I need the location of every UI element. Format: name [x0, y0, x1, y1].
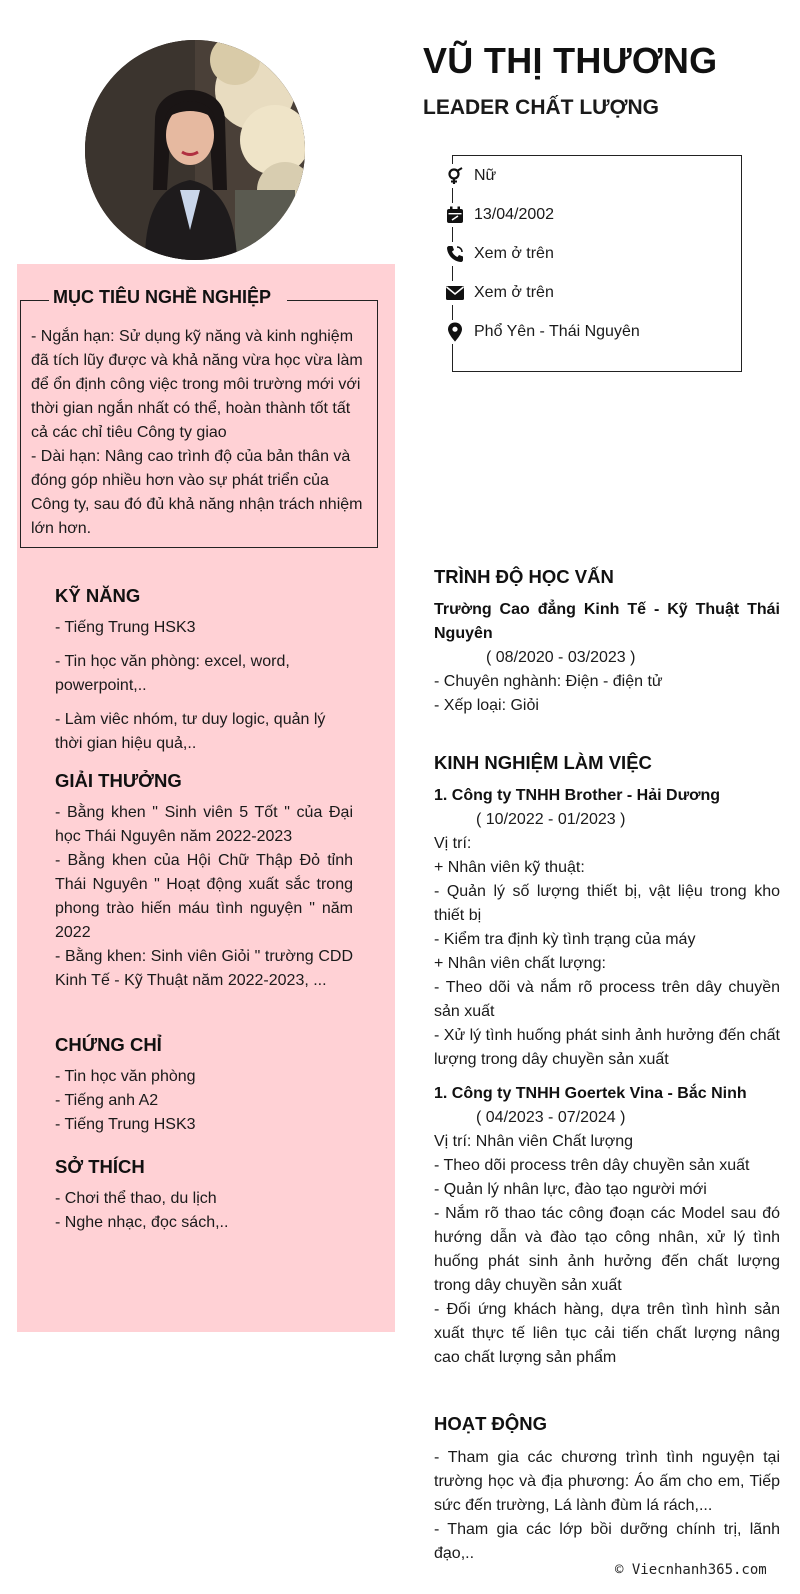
job-period: ( 04/2023 - 07/2024 ) — [476, 1109, 626, 1126]
awards-title: GIẢI THƯỞNG — [55, 770, 182, 791]
job-line: - Quản lý số lượng thiết bị, vật liệu trong kho thiết bị — [434, 883, 780, 924]
job-line: - Kiểm tra định kỳ tình trạng của máy — [434, 931, 696, 948]
career-objective-box — [20, 287, 378, 548]
job-entry — [434, 1082, 780, 1370]
skills-item: - Tin học văn phòng: excel, word, powerpoint,.. — [55, 653, 290, 694]
contact-gender-value: Nữ — [474, 167, 497, 184]
job-line: - Xử lý tình huống phát sinh ảnh hưởng đến chất lượng trong dây chuyền sản xuất — [434, 1027, 780, 1068]
job-line: Vị trí: Nhân viên Chất lượng — [434, 1133, 634, 1150]
job-line: - Quản lý nhân lực, đào tạo người mới — [434, 1181, 707, 1198]
contact-email[interactable] — [445, 281, 554, 305]
contact-gender — [445, 164, 496, 188]
hobbies-title: SỞ THÍCH — [55, 1156, 145, 1177]
awards-item: - Bằng khen " Sinh viên 5 Tốt " của Đại học Thái Nguyên năm 2022-2023 — [55, 804, 353, 845]
contact-box — [452, 155, 742, 372]
job-line: + Nhân viên kỹ thuật: — [434, 859, 585, 876]
job-line: Vị trí: — [434, 835, 472, 852]
location-icon — [445, 322, 465, 342]
contact-email-value: Xem ở trên — [474, 284, 554, 301]
calendar-icon — [445, 205, 465, 225]
certificate-item: - Tiếng Trung HSK3 — [55, 1116, 196, 1133]
awards-item: - Bằng khen: Sinh viên Giỏi " trường CDD Kinh Tế - Kỹ Thuật năm 2022-2023, ... — [55, 948, 353, 989]
job-line: - Nắm rõ thao tác công đoạn các Model sau đó hướng dẫn và đào tạo công nhân, xử lý tình huống phát sinh ảnh hưởng đến chất lượng trong dây chuyền sản xuất — [434, 1205, 780, 1294]
job-line: - Theo dõi process trên dây chuyền sản xuất — [434, 1157, 750, 1174]
activities-section — [434, 1413, 780, 1566]
experience-title: KINH NGHIỆM LÀM VIỆC — [434, 752, 652, 773]
education-title: TRÌNH ĐỘ HỌC VẤN — [434, 566, 614, 587]
certificate-item: - Tiếng anh A2 — [55, 1092, 159, 1109]
candidate-name: VŨ THỊ THƯƠNG — [423, 40, 718, 81]
experience-section — [434, 752, 780, 1370]
gender-icon — [445, 166, 465, 186]
avatar — [85, 40, 305, 260]
job-entry — [434, 784, 780, 1072]
activities-title: HOẠT ĐỘNG — [434, 1413, 548, 1434]
certificates-section — [55, 1034, 355, 1137]
job-line: - Đối ứng khách hàng, dựa trên tình hình sản xuất thực tế liên tục cải tiến chất lượng nâng cao chất lượng sản phẩm — [434, 1301, 780, 1366]
certificates-title: CHỨNG CHỈ — [55, 1034, 162, 1055]
awards-item: - Bằng khen của Hội Chữ Thập Đỏ tỉnh Thái Nguyên " Hoạt động xuất sắc trong phong trào hiến máu tình nguyện " năm 2022 — [55, 852, 353, 941]
school-name: Trường Cao đẳng Kinh Tế - Kỹ Thuật Thái Nguyên — [434, 601, 780, 642]
skills-section — [55, 585, 355, 756]
contact-phone-value: Xem ở trên — [474, 245, 554, 262]
skills-item: - Làm viêc nhóm, tư duy logic, quản lý thời gian hiệu quả,.. — [55, 711, 326, 752]
education-detail: - Chuyên nghành: Điện - điện tử — [434, 673, 663, 690]
hobby-item: - Nghe nhạc, đọc sách,.. — [55, 1214, 229, 1231]
activity-line: - Tham gia các chương trình tình nguyện tại trường học và địa phương: Áo ấm cho em, Tiếp sức đến trường, Lá lành đùm lá rách,... — [434, 1449, 780, 1514]
activity-line: - Tham gia các lớp bồi dưỡng chính trị, lãnh đạo,.. — [434, 1521, 780, 1562]
contact-address — [445, 320, 640, 344]
career-objective-text — [31, 325, 371, 541]
education-detail: - Xếp loại: Giỏi — [434, 697, 539, 714]
education-period: ( 08/2020 - 03/2023 ) — [486, 649, 636, 666]
skills-title: KỸ NĂNG — [55, 585, 141, 606]
education-section — [434, 566, 780, 718]
contact-phone[interactable] — [445, 242, 554, 266]
hobby-item: - Chơi thể thao, du lịch — [55, 1190, 217, 1207]
certificate-item: - Tin học văn phòng — [55, 1068, 196, 1085]
awards-section — [55, 770, 353, 993]
objective-long-term: - Dài hạn: Nâng cao trình độ của bản thân và đóng góp nhiều hơn vào sự phát triển của Công ty, sau đó đủ khả năng nhận trách nhiệm lớn hơn. — [31, 448, 363, 537]
career-objective-title: MỤC TIÊU NGHỀ NGHIỆP — [49, 287, 287, 308]
job-company: 1. Công ty TNHH Brother - Hải Dương — [434, 787, 721, 804]
phone-icon — [445, 244, 465, 264]
contact-birthday — [445, 203, 554, 227]
objective-short-term: - Ngắn hạn: Sử dụng kỹ năng và kinh nghiệm đã tích lũy được và khả năng vừa học vừa làm để ổn định công việc trong môi trường mới với thời gian ngắn nhất có thể, hoàn thành tốt tất cả các chỉ tiêu Công ty giao — [31, 328, 363, 441]
job-period: ( 10/2022 - 01/2023 ) — [476, 811, 626, 828]
email-icon — [445, 283, 465, 303]
skills-item: - Tiếng Trung HSK3 — [55, 619, 196, 636]
job-line: - Theo dõi và nắm rõ process trên dây chuyền sản xuất — [434, 979, 780, 1020]
hobbies-section — [55, 1156, 355, 1235]
contact-address-value: Phổ Yên - Thái Nguyên — [474, 323, 640, 340]
job-title: LEADER CHẤT LƯỢNG — [423, 96, 659, 119]
footer-copyright: © Viecnhanh365.com — [615, 1562, 767, 1578]
job-company: 1. Công ty TNHH Goertek Vina - Bắc Ninh — [434, 1085, 747, 1102]
job-line: + Nhân viên chất lượng: — [434, 955, 606, 972]
contact-birthday-value: 13/04/2002 — [474, 206, 555, 223]
